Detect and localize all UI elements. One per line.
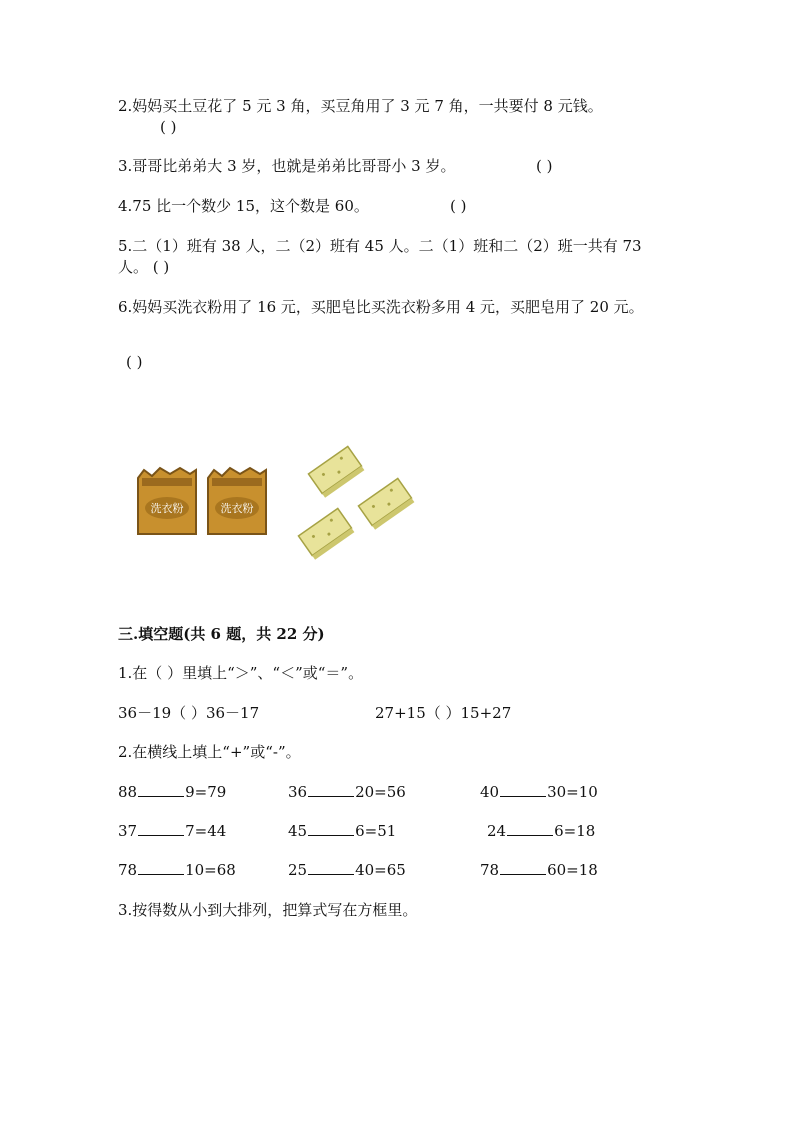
- soap-bar-icon: [358, 478, 414, 529]
- compare-item-b[interactable]: 27+15（ ）15+27: [375, 704, 512, 722]
- answer-blank[interactable]: [138, 782, 184, 797]
- fill-question-2: 2.在横线上填上“+”或“-”。: [118, 743, 301, 761]
- equation-item: 36 20=56: [288, 783, 406, 801]
- soap-bar-icon: [298, 508, 354, 559]
- svg-text:洗衣粉: 洗衣粉: [220, 502, 254, 515]
- tf-question-5-line2[interactable]: 人。 ( ): [118, 258, 170, 276]
- equation-item: 78 10=68: [118, 861, 236, 879]
- equation-item: 37 7=44: [118, 822, 227, 840]
- answer-blank[interactable]: [308, 782, 354, 797]
- tf-answer-paren-4[interactable]: ( ): [450, 197, 467, 215]
- answer-blank[interactable]: [507, 821, 553, 836]
- fill-question-1: 1.在（ ）里填上“＞”、“＜”或“＝”。: [118, 664, 364, 682]
- equation-item: 88 9=79: [118, 783, 227, 801]
- equation-item: 25 40=65: [288, 861, 406, 879]
- section-title: 三.填空题(共 6 题，共 22 分): [118, 625, 325, 643]
- detergent-bag-icon: [208, 468, 266, 534]
- tf-answer-paren-6[interactable]: ( ): [126, 353, 143, 371]
- svg-text:洗衣粉: 洗衣粉: [150, 502, 184, 515]
- detergent-soap-illustration: [130, 440, 430, 570]
- tf-question-3: 3.哥哥比弟弟大 3 岁，也就是弟弟比哥哥小 3 岁。: [118, 157, 456, 175]
- detergent-bag-icon: [138, 468, 196, 534]
- answer-blank[interactable]: [500, 860, 546, 875]
- tf-answer-paren-2[interactable]: ( ): [160, 118, 177, 136]
- soap-bar-icon: [308, 446, 364, 497]
- equation-item: 45 6=51: [288, 822, 397, 840]
- compare-item-a[interactable]: 36－19（ ）36－17: [118, 704, 260, 722]
- equation-item: 24 6=18: [487, 822, 596, 840]
- tf-question-2: 2.妈妈买土豆花了 5 元 3 角，买豆角用了 3 元 7 角，一共要付 8 元钱。: [118, 97, 603, 115]
- answer-blank[interactable]: [500, 782, 546, 797]
- equation-item: 78 60=18: [480, 861, 598, 879]
- answer-blank[interactable]: [308, 860, 354, 875]
- fill-question-3: 3.按得数从小到大排列，把算式写在方框里。: [118, 901, 418, 919]
- equation-item: 40 30=10: [480, 783, 598, 801]
- answer-blank[interactable]: [138, 821, 184, 836]
- answer-blank[interactable]: [138, 860, 184, 875]
- tf-question-5-line1: 5.二（1）班有 38 人，二（2）班有 45 人。二（1）班和二（2）班一共有 73: [118, 237, 642, 255]
- tf-question-6: 6.妈妈买洗衣粉用了 16 元，买肥皂比买洗衣粉多用 4 元，买肥皂用了 20 元。: [118, 298, 644, 316]
- answer-blank[interactable]: [308, 821, 354, 836]
- tf-answer-paren-3[interactable]: ( ): [536, 157, 553, 175]
- tf-question-4: 4.75 比一个数少 15，这个数是 60。: [118, 197, 369, 215]
